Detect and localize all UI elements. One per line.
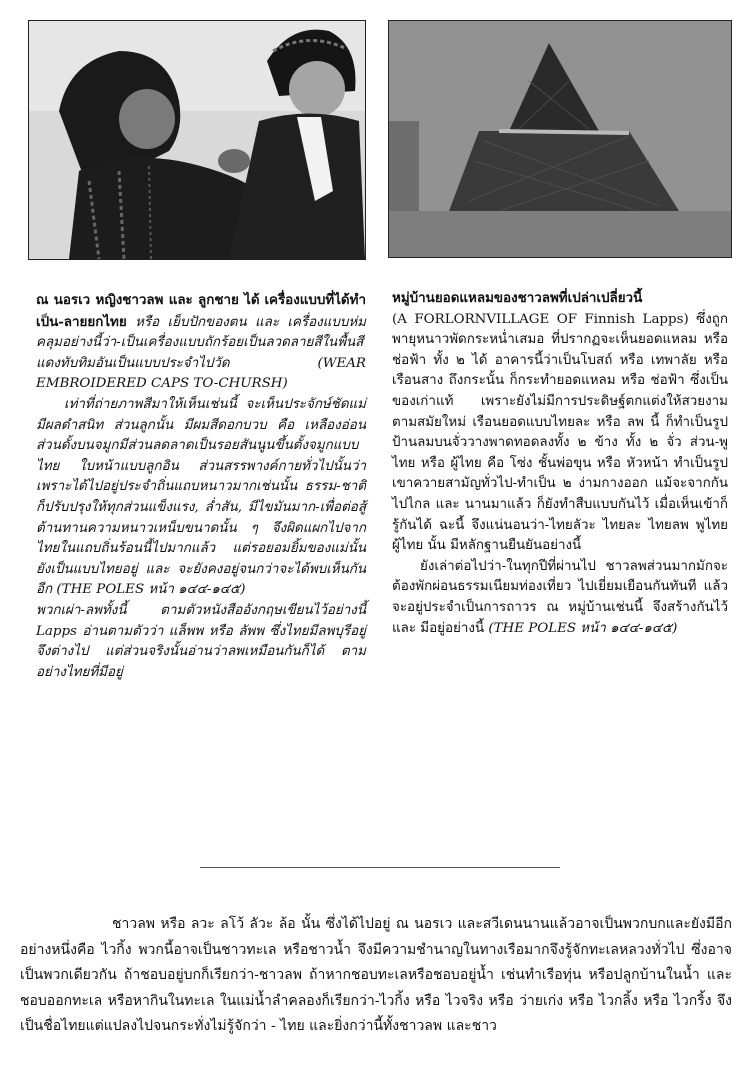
left-caption-rest: หรือ เย็บปักของตน และ เครื่องแบบห่มคลุมอย่างนี้ว่า-เป็นเครื่องแบบถักร้อยเป็นลวดลายสีในพื้นสีแดงทับทิมอันเป็นแบบประจำไปวัด [36, 314, 366, 371]
bottom-section [20, 912, 732, 1040]
photo-woman-child-image [29, 21, 365, 259]
left-column [36, 290, 366, 683]
left-paragraph-2 [36, 601, 366, 683]
right-paragraph-2 [392, 557, 728, 639]
photo-sami-woman-child [28, 20, 366, 260]
bottom-paragraph: ชาวลพ หรือ ลวะ ลโว้ ลัวะ ล้อ นั้น ซึ่งได้ไปอยู่ ณ นอรเว และสวีเดนนานแล้วอาจเป็นพวกบกและยังมีอีกอย่างหนึ่งคือ ไวกิ้ง พวกนี้อาจเป็นชาวทะเล หรือชาวน้ำ จึงมีความชำนาญในทางเรือมากจึงรู้จักทะเลหลวงทั่วไป ซึ่งอาจเป็นพวกเดียวกัน ถ้าชอบอยู่บกก็เรียกว่า-ชาวลพ ถ้าหากชอบทะเลหรือชอบอยู่น้ำ เช่นทำเรือทุ่น หรือปลูกบ้านในน้ำ และชอบออกทะเล หรือหากินในทะเล ในแม่น้ำลำคลองก็เรียกว่า-ไวกิ้ง หรือ ไวจริง หรือ ว่ายเก่ง หรือ ไวกลิ้ง หรือ ไวกริ้ง จึงเป็นชื่อไทยแต่แปลงไปจนกระทั่งไม่รู้จักว่า - ไทย และยิ่งกว่านี้ทั้งชาวลพ และชาว [20, 916, 732, 1034]
left-paragraph-1 [36, 395, 366, 601]
right-caption-bold: หมู่บ้านยอดแหลมของชาวลพที่เปล่าเปลี่ยวนี้ [392, 290, 643, 306]
left-caption [36, 290, 366, 395]
left-caption-english: (WEAR EMBROIDERED CAPS TO-CHURSH) [36, 355, 366, 392]
right-column [392, 288, 728, 639]
left-paragraph-1-ref: (THE POLES หน้า ๑๔๔-๑๔๕) [56, 582, 246, 598]
left-caption-bold: เครื่องแบบที่ได้ทำเป็น-ลายยกไทย [36, 292, 366, 330]
section-divider [200, 867, 560, 868]
right-caption [392, 288, 728, 557]
right-caption-english: (A FORLORNVILLAGE OF Finnish Lapps) [392, 311, 689, 327]
photo-hut-image [389, 21, 731, 257]
right-paragraph-2-ref: (THE POLES หน้า ๑๔๔-๑๔๕) [488, 620, 678, 636]
right-paragraph-2-text: ยังเล่าต่อไปว่า-ในทุกปีที่ผ่านไป ชาวลพส่วนมากมักจะต้องพักผ่อนธรรมเนียมท่องเที่ยว ไปเยี่ยมเยือนกันทันที แล้วจะอยู่ประจำเป็นการถาวร ณ หมู่บ้านเช่นนี้ จึงสร้างกันไว้ และ มีอยู่อย่างนี้ [392, 558, 728, 636]
right-paragraph-1: ซึ่งถูกพายุหนาวพัดกระหน่ำเสมอ ที่ปรากฏจะเห็นยอดแหลม หรือ ช่อฟ้า ทั้ง ๒ ได้ อาคารนี้ว่าเป็นโบสถ์ หรือ เทพาลัย หรือ เรือนสาง ถึงกระนั้น ก็กระทำยอดแหลม หรือ ช่อฟ้า ซึ่งเป็นของเก่าแท้ เพราะยังไม่มีการประดิษฐ์ตกแต่งให้สวยงามตามสมัยใหม่ เรือนยอดแบบไทยละ หรือ ลพ นี้ ก็ทำเป็นรูปป้านลมบนจั่ววางพาดทอดลงทั้ง ๒ ข้าง ทั้ง ๒ จั่ว ส่วน-พูไทย หรือ ผู้ไทย คือ โซ่ง ชั้นพ่อขุน หรือ หัวหน้า ทำเป็นรูปเขาควายสามัญทั่วไป-ทำเป็น ๒ ง่ามกางออก แม้จะจากกันไปไกล และ นานมาแล้ว ก็ยังทำสืบแบบกันไว้ เมื่อเห็นเข้าก็รู้กันได้ ฉะนี้ จึงแน่นอนว่า-ไทยลัวะ ไทยละ ไทยลพ พูไทย ผู้ไทย นั้น มีหลักฐานยืนยันอย่างนี้ [392, 311, 729, 554]
left-paragraph-1-text: เท่าที่ถ่ายภาพสีมาให้เห็นเช่นนี้ จะเห็นประจักษ์ชัดแม่มีผลดำสนิท ส่วนลูกนั้น มีผมสีดอกบวบ คือ เหลืองอ่อน ส่วนดั้งบนจมูกมีส่วนลดลาดเป็นรอยสันนูนขึ้นตั้งจมูกแบบไทย ใบหน้าแบบลูกอิน ส่วนสรรพางค์กายทั่วไปนั้นว่า เพราะได้ไปอยู่ประจำถิ่นแถบหนาวมากเช่นนั้น ธรรม-ชาติก็ปรับปรุงให้ทุกส่วนแข็งแรง, ล่ำสัน, มีไขมันมาก-เพื่อต่อสู้ ต้านทานความหนาวเหน็บขนาดนั้น ๆ จึงผิดแผกไปจากไทยในแถบถิ่นร้อนนี้ไปมากแล้ว แต่รอยอมยิ้มของแม่นั้นยังเป็นแบบไทยอยู่ และ จะยังคงอยู่จนกว่าจะได้พบเห็นกันอีก [36, 396, 366, 598]
left-caption-lead: ณ นอรเว หญิงชาวลพ และ ลูกชาย ได้ [36, 292, 260, 308]
photo-lapp-village-hut [388, 20, 732, 258]
left-paragraph-2-text: พวกเผ่า-ลพทั้งนี้ ตามตัวหนังสืออังกฤษเขียนไว้อย่างนี้ Lapps อ่านตามตัวว่า แล็พพ หรือ ลัพพ ซึ่งไทยมีลพบุรีอยู่ จึงต่างไป แต่ส่วนจริงนั้นอ่านว่าลพเหมือนกันก็ได้ ตามอย่างไทยที่มีอยู่ [36, 602, 366, 680]
